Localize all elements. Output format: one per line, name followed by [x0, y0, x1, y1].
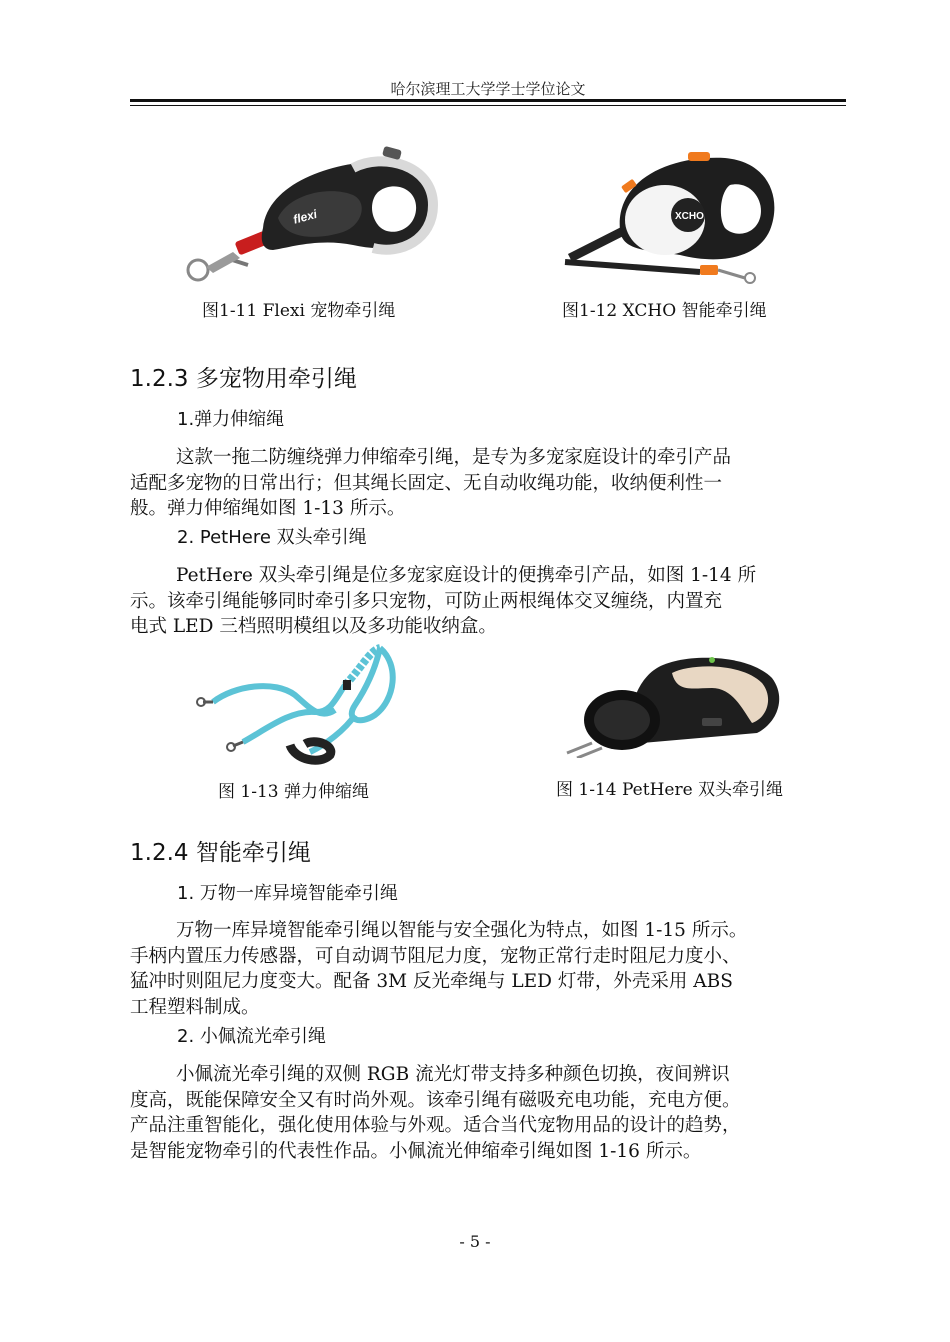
- figure-caption-1-13: 图 1-13 弹力伸缩绳: [218, 782, 369, 802]
- paragraph-line: 小佩流光牵引绳的双侧 RGB 流光灯带支持多种颜色切换，夜间辨识: [176, 1064, 730, 1085]
- header-rule-thick: [130, 99, 846, 102]
- paragraph-line: 适配多宠物的日常出行；但其绳长固定、无自动收绳功能，收纳便利性一: [130, 472, 723, 494]
- paragraph-line: 示。该牵引绳能够同时牵引多只宠物，可防止两根绳体交叉缠绕，内置充: [130, 590, 723, 612]
- figure-xcho-leash: [560, 140, 785, 285]
- paragraph-pethere-leash: [130, 563, 846, 640]
- subheading-wanwu-leash: 1. 万物一库异境智能牵引绳: [177, 883, 398, 904]
- section-heading-1-2-4: 1.2.4 智能牵引绳: [130, 840, 311, 866]
- running-header: 哈尔滨理工大学学士学位论文: [390, 80, 586, 98]
- figure-caption-1-12: 图1-12 XCHO 智能牵引绳: [562, 301, 767, 321]
- paragraph-line: 产品注重智能化，强化使用体验与外观。适合当代宠物用品的设计的趋势，: [130, 1115, 741, 1136]
- page-number: - 5 -: [459, 1232, 491, 1251]
- paragraph-line: 度高，既能保障安全又有时尚外观。该牵引绳有磁吸充电功能，充电方便。: [130, 1089, 741, 1111]
- figure-caption-1-14: 图 1-14 PetHere 双头牵引绳: [556, 780, 784, 800]
- figure-flexi-leash: [178, 140, 443, 285]
- paragraph-line: 手柄内置压力传感器，可自动调节阻尼力度，宠物正常行走时阻尼力度小、: [130, 945, 741, 967]
- paragraph-elastic-leash: [130, 445, 846, 522]
- paragraph-line: 这款一拖二防缠绕弹力伸缩牵引绳，是专为多宠家庭设计的牵引产品: [176, 447, 732, 468]
- subheading-elastic-leash: 1.弹力伸缩绳: [177, 409, 285, 430]
- paragraph-xiaopei-leash: [130, 1062, 846, 1164]
- subheading-pethere-leash: 2. PetHere 双头牵引绳: [177, 527, 367, 548]
- xcho-logo-text: XCHO: [675, 211, 704, 222]
- flexi-logo-text: flexi: [291, 206, 319, 227]
- section-heading-1-2-3: 1.2.3 多宠物用牵引绳: [130, 366, 357, 392]
- paragraph-line: 般。弹力伸缩绳如图 1-13 所示。: [130, 498, 406, 519]
- paragraph-wanwu-leash: [130, 918, 846, 1020]
- subheading-xiaopei-leash: 2. 小佩流光牵引绳: [177, 1026, 326, 1047]
- figure-pethere-leash: [562, 648, 787, 758]
- figure-elastic-leash: [195, 640, 410, 770]
- paragraph-line: 工程塑料制成。: [130, 996, 260, 1018]
- header-rule-thin: [130, 105, 846, 106]
- paragraph-line: 是智能宠物牵引的代表性作品。小佩流光伸缩牵引绳如图 1-16 所示。: [130, 1140, 702, 1162]
- figure-caption-1-11: 图1-11 Flexi 宠物牵引绳: [202, 301, 396, 321]
- paragraph-line: 万物一库异境智能牵引绳以智能与安全强化为特点，如图 1-15 所示。: [176, 920, 748, 941]
- paragraph-line: 电式 LED 三档照明模组以及多功能收纳盒。: [130, 616, 497, 637]
- paragraph-line: PetHere 双头牵引绳是位多宠家庭设计的便携牵引产品，如图 1-14 所: [176, 565, 757, 586]
- paragraph-line: 猛冲时则阻尼力度变大。配备 3M 反光牵绳与 LED 灯带，外壳采用 ABS: [130, 971, 733, 992]
